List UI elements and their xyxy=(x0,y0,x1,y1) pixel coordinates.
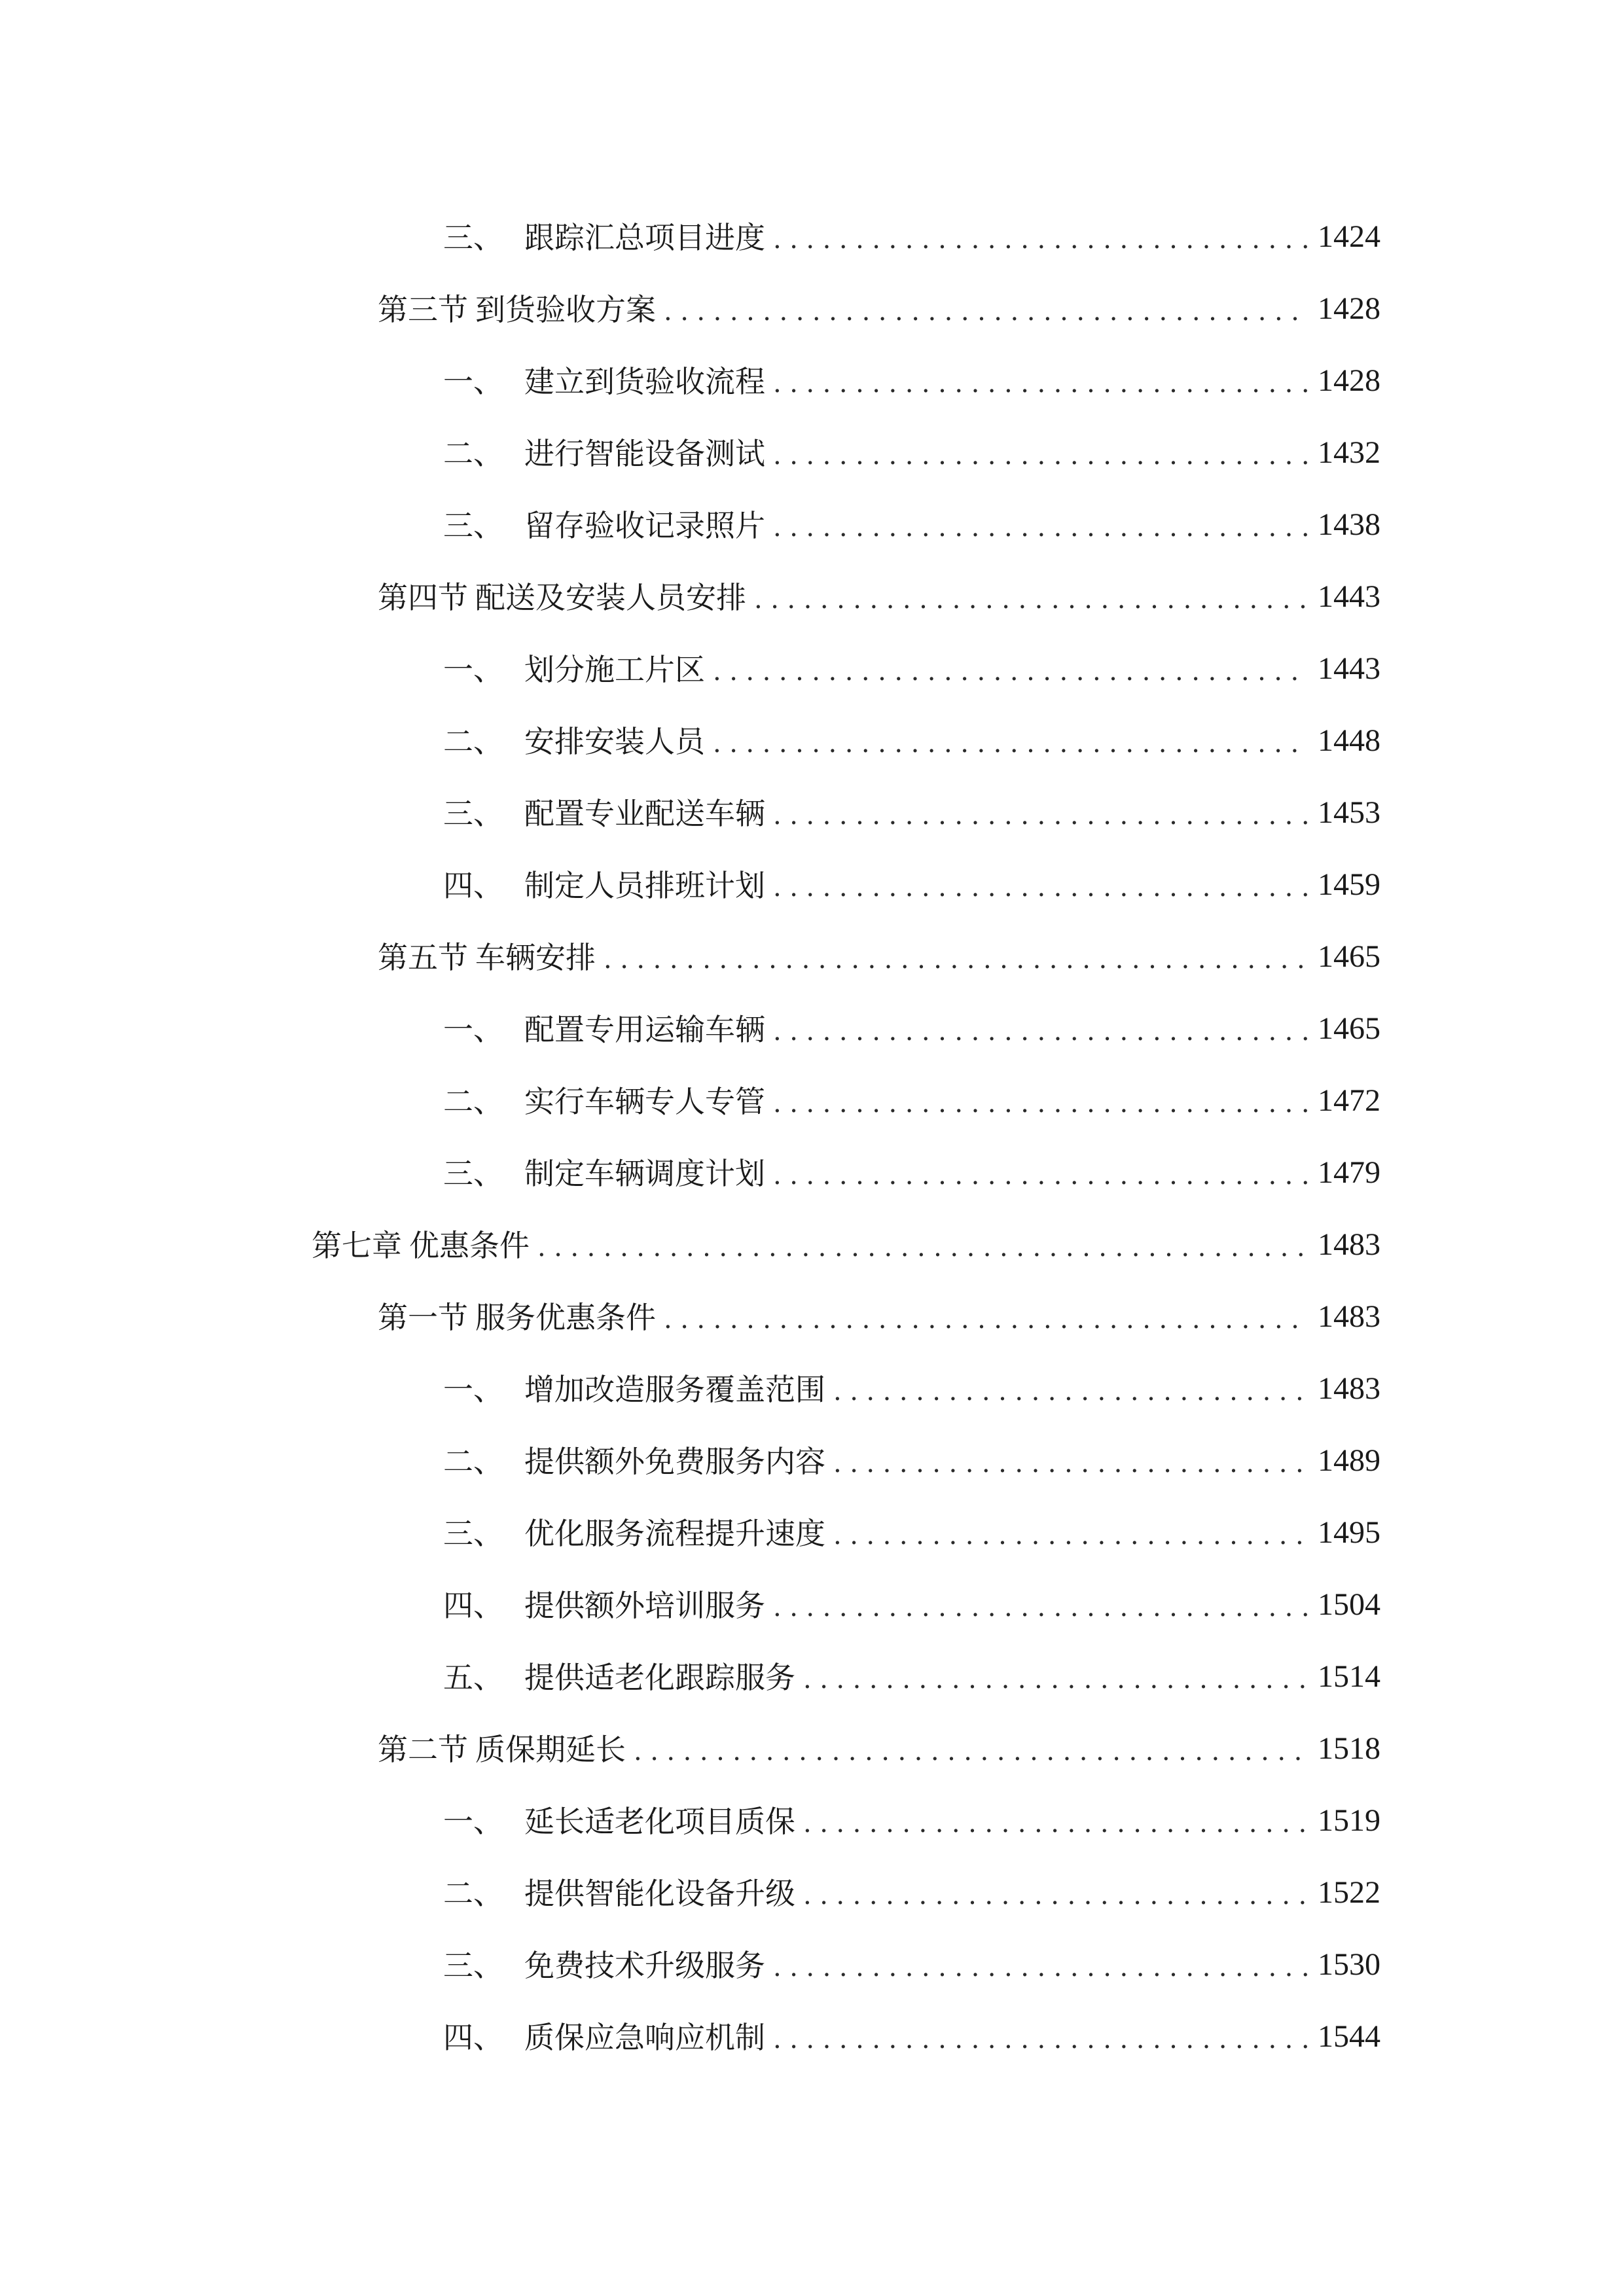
toc-entry-number: 一、 xyxy=(443,1372,503,1407)
toc-entry-title: 优惠条件 xyxy=(409,1228,530,1263)
toc-entry-number: 三、 xyxy=(443,1516,503,1551)
toc-dot-leader xyxy=(773,874,1308,901)
toc-entry-number: 二、 xyxy=(443,436,503,471)
toc-entry-title: 跟踪汇总项目进度 xyxy=(524,220,765,255)
toc-entry[interactable] xyxy=(378,1280,1380,1333)
toc-dot-leader xyxy=(773,802,1308,829)
toc-entry-page: 1448 xyxy=(1318,723,1380,758)
toc-entry[interactable] xyxy=(443,200,1380,253)
toc-entry-page: 1428 xyxy=(1318,291,1380,326)
toc-entry-title: 配置专用运输车辆 xyxy=(524,1012,765,1047)
toc-entry-number: 二、 xyxy=(443,1444,503,1479)
toc-entry-number: 五、 xyxy=(443,1660,503,1695)
toc-entry-number: 二、 xyxy=(443,1876,503,1911)
toc-entry-number: 二、 xyxy=(443,1084,503,1119)
toc-dot-leader xyxy=(833,1378,1308,1405)
toc-entry[interactable] xyxy=(378,1712,1380,1765)
toc-entry-title: 建立到货验收流程 xyxy=(524,364,765,399)
toc-dot-leader xyxy=(803,1666,1308,1693)
toc-dot-leader xyxy=(833,1522,1308,1549)
toc-entry[interactable] xyxy=(443,1496,1380,1549)
toc-entry-title: 质保应急响应机制 xyxy=(524,2020,765,2055)
toc-entry-title: 服务优惠条件 xyxy=(475,1300,656,1335)
toc-entry-title: 免费技术升级服务 xyxy=(524,1948,765,1983)
toc-entry-page: 1443 xyxy=(1318,651,1380,686)
toc-entry-title: 划分施工片区 xyxy=(524,652,705,687)
toc-entry-title: 提供额外培训服务 xyxy=(524,1588,765,1623)
toc-entry-title: 提供适老化跟踪服务 xyxy=(524,1660,795,1695)
toc-entry[interactable] xyxy=(443,632,1380,685)
toc-dot-leader xyxy=(773,1594,1308,1621)
toc-entry[interactable] xyxy=(312,1208,1380,1261)
toc-entry-title: 制定人员排班计划 xyxy=(524,868,765,903)
toc-dot-leader xyxy=(604,946,1308,973)
toc-dot-leader xyxy=(664,298,1308,325)
toc-entry[interactable] xyxy=(443,1424,1380,1477)
toc-entry[interactable] xyxy=(443,776,1380,829)
toc-entry-number: 三、 xyxy=(443,1948,503,1983)
toc-entry-number: 第二节 xyxy=(378,1732,468,1767)
toc-entry-page: 1453 xyxy=(1318,795,1380,830)
toc-entry-number: 四、 xyxy=(443,868,503,903)
toc-entry[interactable] xyxy=(443,416,1380,469)
toc-entry-title: 制定车辆调度计划 xyxy=(524,1156,765,1191)
toc-entry[interactable] xyxy=(443,1856,1380,1909)
toc-entry-page: 1428 xyxy=(1318,363,1380,398)
toc-dot-leader xyxy=(773,370,1308,397)
toc-entry-title: 提供智能化设备升级 xyxy=(524,1876,795,1911)
toc-entry-number: 第五节 xyxy=(378,940,468,975)
toc-entry-title: 增加改造服务覆盖范围 xyxy=(524,1372,825,1407)
toc-dot-leader xyxy=(713,658,1308,685)
toc-entry-page: 1424 xyxy=(1318,219,1380,254)
toc-entry-title: 安排安装人员 xyxy=(524,724,705,759)
toc-dot-leader xyxy=(773,2026,1308,2053)
toc-entry-title: 质保期延长 xyxy=(475,1732,626,1767)
toc-entry-title: 实行车辆专人专管 xyxy=(524,1084,765,1119)
toc-entry-number: 一、 xyxy=(443,1012,503,1047)
toc-entry-number: 第四节 xyxy=(378,580,468,615)
toc-entry-number: 第七章 xyxy=(312,1228,402,1263)
toc-entry-number: 三、 xyxy=(443,508,503,543)
toc-entry[interactable] xyxy=(443,992,1380,1045)
toc-entry-number: 一、 xyxy=(443,652,503,687)
toc-entry-page: 1495 xyxy=(1318,1515,1380,1550)
toc-entry-page: 1483 xyxy=(1318,1371,1380,1406)
toc-entry[interactable] xyxy=(443,344,1380,397)
toc-entry[interactable] xyxy=(443,1568,1380,1621)
toc-entry-page: 1519 xyxy=(1318,1803,1380,1838)
toc-entry-title: 车辆安排 xyxy=(475,940,596,975)
toc-entry-number: 第一节 xyxy=(378,1300,468,1335)
toc-entry-page: 1472 xyxy=(1318,1083,1380,1118)
toc-entry[interactable] xyxy=(443,1928,1380,1981)
toc-entry[interactable] xyxy=(378,920,1380,973)
toc-entry-page: 1489 xyxy=(1318,1443,1380,1478)
toc-entry-title: 进行智能设备测试 xyxy=(524,436,765,471)
toc-dot-leader xyxy=(773,1090,1308,1117)
toc-entry-page: 1483 xyxy=(1318,1227,1380,1262)
toc-entry-number: 一、 xyxy=(443,364,503,399)
toc-entry-page: 1459 xyxy=(1318,867,1380,902)
toc-entry[interactable] xyxy=(378,560,1380,613)
toc-entry-number: 四、 xyxy=(443,1588,503,1623)
toc-entry-number: 三、 xyxy=(443,796,503,831)
toc-entry-page: 1443 xyxy=(1318,579,1380,614)
toc-entry-page: 1522 xyxy=(1318,1875,1380,1910)
toc-dot-leader xyxy=(773,442,1308,469)
toc-entry[interactable] xyxy=(378,272,1380,325)
toc-entry[interactable] xyxy=(443,1352,1380,1405)
toc-entry[interactable] xyxy=(443,848,1380,901)
toc-dot-leader xyxy=(754,586,1308,613)
toc-entry-page: 1544 xyxy=(1318,2019,1380,2054)
toc-dot-leader xyxy=(537,1234,1308,1261)
toc-dot-leader xyxy=(833,1450,1308,1477)
toc-entry[interactable] xyxy=(443,488,1380,541)
toc-entry[interactable] xyxy=(443,2000,1380,2053)
toc-entry[interactable] xyxy=(443,1064,1380,1117)
toc-dot-leader xyxy=(773,1018,1308,1045)
toc-entry-page: 1432 xyxy=(1318,435,1380,470)
toc-dot-leader xyxy=(803,1810,1308,1837)
toc-entry-page: 1530 xyxy=(1318,1947,1380,1982)
toc-entry-page: 1483 xyxy=(1318,1299,1380,1334)
toc-entry-number: 一、 xyxy=(443,1804,503,1839)
toc-entry-page: 1438 xyxy=(1318,507,1380,542)
toc-entry-number: 四、 xyxy=(443,2020,503,2055)
toc-entry[interactable] xyxy=(443,704,1380,757)
toc-entry-number: 三、 xyxy=(443,220,503,255)
toc-entry-page: 1514 xyxy=(1318,1659,1380,1694)
toc-entry[interactable] xyxy=(443,1640,1380,1693)
toc-entry-title: 提供额外免费服务内容 xyxy=(524,1444,825,1479)
toc-entry[interactable] xyxy=(443,1136,1380,1189)
toc-dot-leader xyxy=(664,1306,1308,1333)
toc-entry-title: 配送及安装人员安排 xyxy=(475,580,746,615)
toc-dot-leader xyxy=(773,1954,1308,1981)
toc-entry-number: 第三节 xyxy=(378,292,468,327)
toc-entry-number: 三、 xyxy=(443,1156,503,1191)
toc-entry-page: 1465 xyxy=(1318,1011,1380,1046)
toc-entry-title: 配置专业配送车辆 xyxy=(524,796,765,831)
toc-entry-title: 延长适老化项目质保 xyxy=(524,1804,795,1839)
toc-entry-title: 优化服务流程提升速度 xyxy=(524,1516,825,1551)
toc-entry-page: 1504 xyxy=(1318,1587,1380,1622)
toc-entry-title: 留存验收记录照片 xyxy=(524,508,765,543)
toc-dot-leader xyxy=(773,1162,1308,1189)
toc-entry-page: 1479 xyxy=(1318,1155,1380,1190)
toc-entry-page: 1465 xyxy=(1318,939,1380,974)
toc-dot-leader xyxy=(713,730,1308,757)
toc-dot-leader xyxy=(773,514,1308,541)
toc-dot-leader xyxy=(773,226,1308,253)
toc-entry-title: 到货验收方案 xyxy=(475,292,656,327)
toc-entry-number: 二、 xyxy=(443,724,503,759)
toc-dot-leader xyxy=(634,1738,1308,1765)
toc-dot-leader xyxy=(803,1882,1308,1909)
toc-entry-page: 1518 xyxy=(1318,1731,1380,1766)
toc-entry[interactable] xyxy=(443,1784,1380,1837)
